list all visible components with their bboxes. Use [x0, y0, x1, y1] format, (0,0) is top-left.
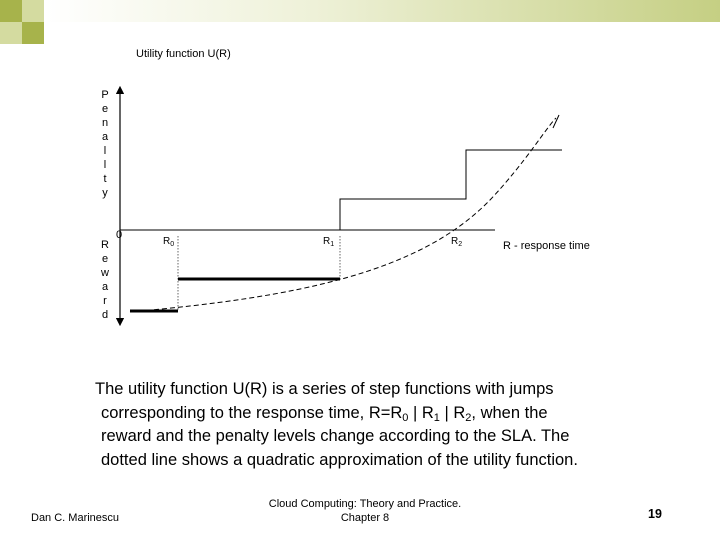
- caption-line-1: The utility function U(R) is a series of step functions with jumps: [95, 380, 554, 398]
- caption-line-2: corresponding to the response time, $R=R_0$ | $R_1$ | $R_2$, when the: [101, 403, 548, 424]
- x-axis-label: R - response time: [503, 240, 590, 252]
- penalty-steps: [340, 150, 562, 230]
- diagram-title: Utility function U(R): [136, 48, 231, 60]
- quadratic-approximation-curve: [130, 118, 556, 312]
- footer-book-line-1: Cloud Computing: Theory and Practice.: [268, 498, 462, 510]
- tick-label-r1: $R_1$: [323, 236, 335, 248]
- curve-continuation: [553, 115, 559, 128]
- origin-label: 0: [116, 229, 123, 241]
- tick-label-r0: $R_0$: [163, 236, 175, 248]
- caption-line-3: reward and the penalty levels change according to the SLA. The: [101, 427, 570, 445]
- caption-line-4: dotted line shows a quadratic approximation of the utility function.: [101, 450, 578, 469]
- footer-book-title: [240, 497, 490, 525]
- figure-caption: [95, 378, 655, 472]
- footer-author: Dan C. Marinescu: [31, 512, 120, 524]
- tick-label-r2: $R_2$: [451, 236, 463, 248]
- page-number: 19: [648, 507, 662, 521]
- y-axis-reward-label: R e w a r d: [101, 239, 109, 321]
- footer-book-line-2: Chapter 8: [340, 512, 390, 524]
- y-axis-penalty-label: P e n a l l t y: [101, 89, 109, 199]
